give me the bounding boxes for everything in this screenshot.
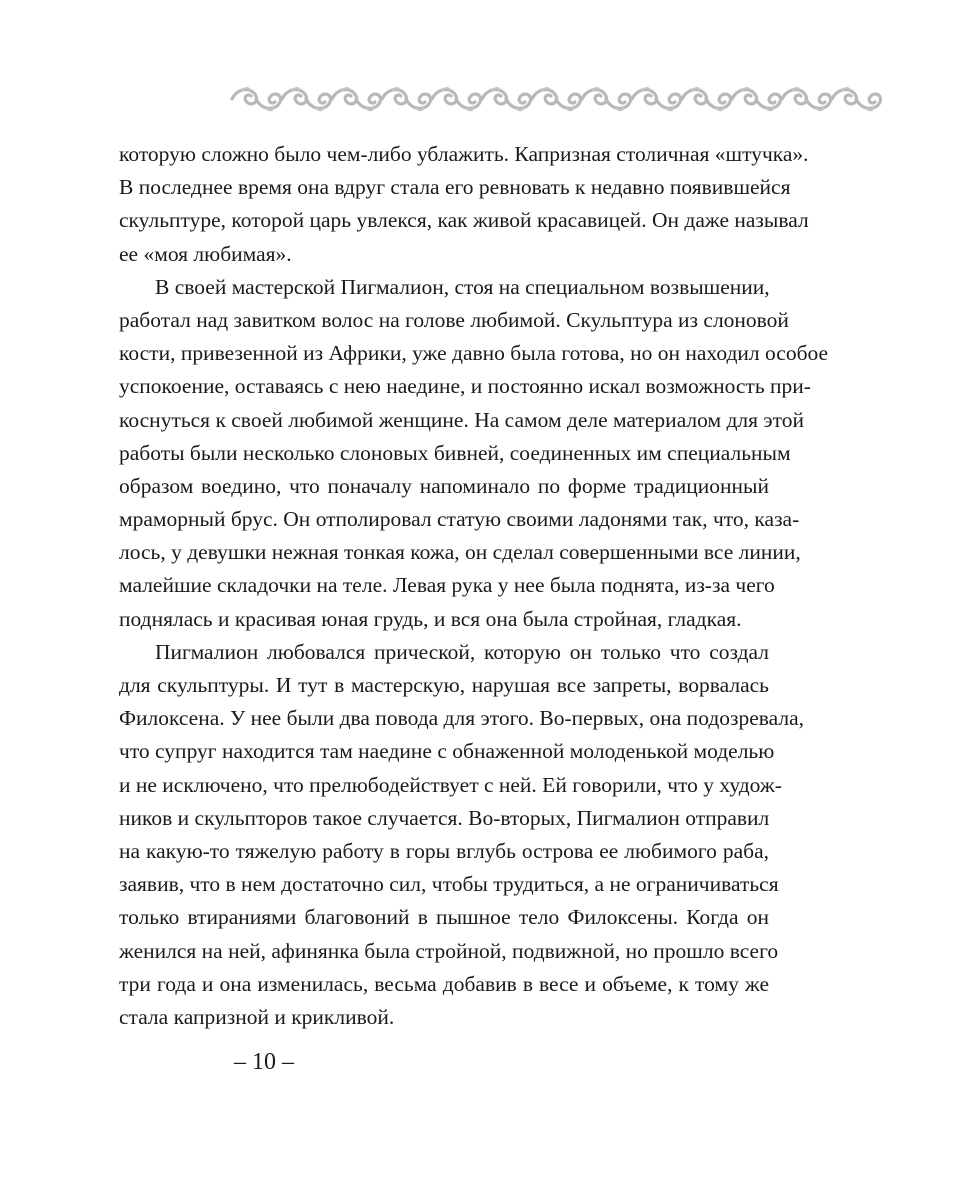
text-line: успокоение, оставаясь с нею наедине, и постоянно искал возможность при- (119, 374, 811, 399)
paragraph (119, 271, 829, 636)
text-line: кости, привезенной из Африки, уже давно была готова, но он находил особое (119, 341, 829, 366)
body-text (119, 138, 829, 1034)
text-line: мраморный брус. Он отполировал статую своими ладонями так, что, каза- (119, 507, 800, 532)
text-line: работы были несколько слоновых бивней, соединенных им специальным (119, 440, 791, 465)
page-number: – 10 – (234, 1049, 294, 1075)
text-line: ее «моя любимая». (119, 241, 292, 266)
text-line: В своей мастерской Пигмалион, стоя на специальном возвышении, (155, 274, 770, 299)
text-line: поднялась и красивая юная грудь, и вся она была стройная, гладкая. (119, 606, 742, 631)
text-line: что супруг находится там наедине с обнаженной молоденькой моделью (119, 739, 775, 764)
paragraph (119, 138, 809, 271)
text-line: ников и скульпторов такое случается. Во-вторых, Пигмалион отправил (119, 805, 770, 830)
text-line: и не исключено, что прелюбодействует с ней. Ей говорили, что у худож- (119, 772, 782, 797)
text-line: только втираниями благовоний в пышное тело Филоксены. Когда он (119, 905, 769, 930)
text-line: женился на ней, афинянка была стройной, подвижной, но прошло всего (119, 938, 779, 963)
text-line: малейшие складочки на теле. Левая рука у нее была поднята, из-за чего (119, 573, 775, 598)
text-line: В последнее время она вдруг стала его ревновать к недавно появившейся (119, 175, 791, 200)
text-line: которую сложно было чем-либо ублажить. Капризная столичная «штучка». (119, 142, 809, 166)
text-line: образом воедино, что поначалу напоминало по форме традиционный (119, 473, 769, 498)
text-line: Филоксена. У нее были два повода для этого. Во-первых, она подозревала, (119, 706, 805, 731)
text-line: коснуться к своей любимой женщине. На самом деле материалом для этой (119, 407, 804, 432)
decorative-scroll-border-icon (230, 82, 888, 116)
text-line: на какую-то тяжелую работу в горы вглубь острова ее любимого раба, (119, 838, 769, 863)
paragraph (119, 636, 805, 1034)
text-line: работал над завитком волос на голове любимой. Скульптура из слоновой (119, 307, 789, 332)
text-line: три года и она изменилась, весьма добавив в весе и объеме, к тому же (119, 971, 769, 996)
text-line: заявив, что в нем достаточно сил, чтобы трудиться, а не ограничиваться (119, 872, 779, 897)
text-line: Пигмалион любовался прической, которую он только что создал (155, 639, 769, 664)
text-line: скульптуре, которой царь увлекся, как живой красавицей. Он даже называл (119, 208, 809, 233)
text-line: лось, у девушки нежная тонкая кожа, он сделал совершенными все линии, (119, 540, 801, 565)
text-line: для скульптуры. И тут в мастерскую, нарушая все запреты, ворвалась (119, 673, 769, 697)
text-line: стала капризной и крикливой. (119, 1004, 395, 1029)
